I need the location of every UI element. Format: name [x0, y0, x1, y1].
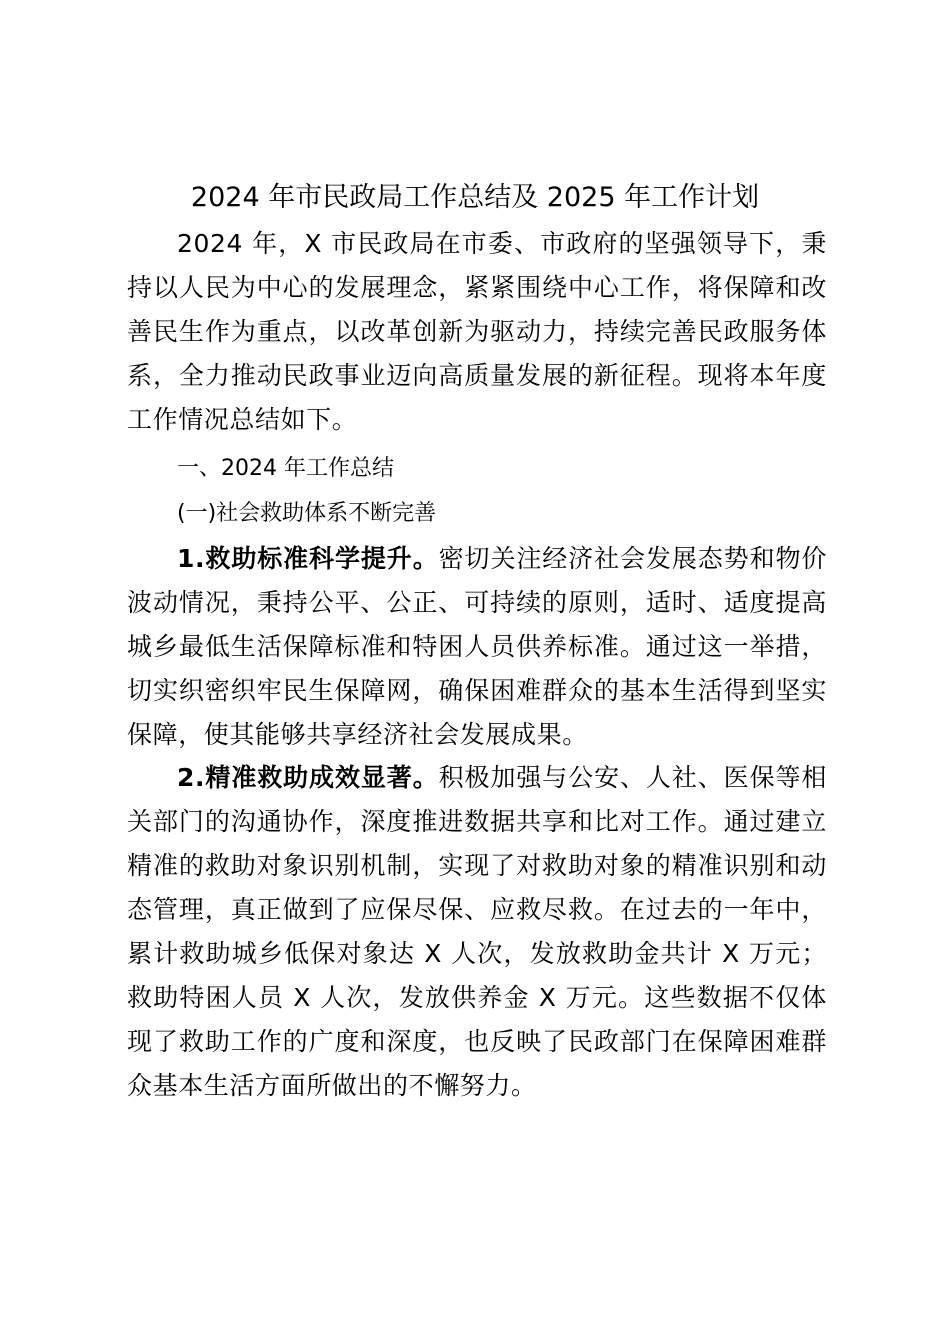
item-paragraph-2: [127, 756, 827, 1108]
item-1-body: 密切关注经济社会发展态势和物价波动情况，秉持公平、公正、可持续的原则，适时、适度提高城乡最低生活保障标准和特困人员供养标准。通过这一举措，切实织密织牢民生保障网，确保困难群众的基本生活得到坚实保障，使其能够共享经济社会发展成果。: [127, 544, 827, 749]
document-title: 2024 年市民政局工作总结及 2025 年工作计划: [190, 182, 760, 213]
subsection-heading: (一)社会救助体系不断完善: [177, 501, 437, 526]
item-2-lead: 2.精准救助成效显著。: [177, 763, 439, 792]
section-heading: 一、2024 年工作总结: [177, 456, 394, 481]
intro-paragraph: 2024 年，X 市民政局在市委、市政府的坚强领导下，秉持以人民为中心的发展理念，紧紧围绕中心工作，将保障和改善民生作为重点，以改革创新为驱动力，持续完善民政服务体系，全力推动民政事业迈向高质量发展的新征程。现将本年度工作情况总结如下。: [127, 229, 827, 434]
item-paragraph-1: [127, 537, 827, 757]
item-2-body: 积极加强与公安、人社、医保等相关部门的沟通协作，深度推进数据共享和比对工作。通过建立精准的救助对象识别机制，实现了对救助对象的精准识别和动态管理，真正做到了应保尽保、应救尽救。在过去的一年中，累计救助城乡低保对象达 X 人次，发放救助金共计 X 万元；救助特困人员 X 人次，发放供养金 X 万元。这些数据不仅体现了救助工作的广度和深度，也反映了民政部门在保障困难群众基本生活方面所做出的不懈努力。: [127, 763, 827, 1100]
item-1-lead: 1.救助标准科学提升。: [177, 544, 439, 573]
